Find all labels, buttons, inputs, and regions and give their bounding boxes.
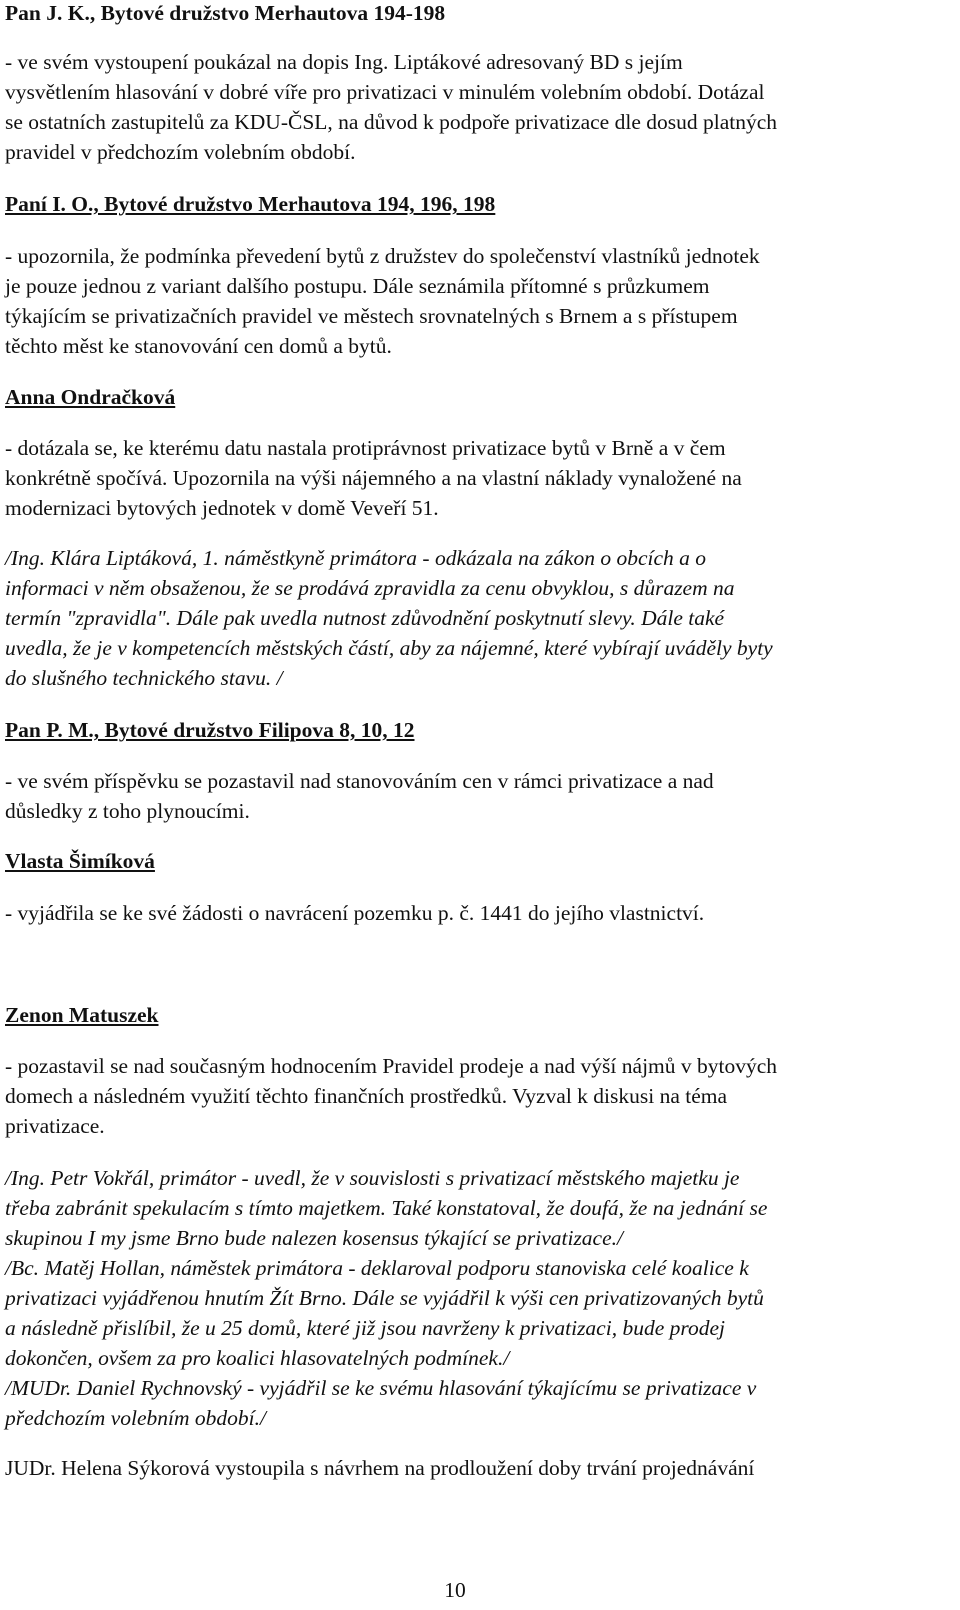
italic-line: dokončen, ovšem za pro koalici hlasovatelných podmínek./: [5, 1346, 510, 1370]
section-pan-jk-body: [5, 47, 777, 167]
italic-line: informaci v něm obsaženou, že se prodává zpravidla za cenu obvyklou, s důrazem na: [5, 576, 735, 600]
paragraph-line: privatizace.: [5, 1114, 105, 1138]
section-simikova: [5, 846, 155, 876]
paragraph-line: těchto měst ke stanovování cen domů a bytů.: [5, 334, 392, 358]
paragraph-line: pravidel v předchozím volebním období.: [5, 140, 356, 164]
section-pani-io-body: [5, 241, 760, 361]
section-heading: Zenon Matuszek: [5, 1003, 159, 1027]
section-heading: Anna Ondračková: [5, 385, 176, 409]
italic-line: /Ing. Petr Vokřál, primátor - uvedl, že v souvislosti s privatizací městského majetku je: [5, 1166, 740, 1190]
section-pan-pm: [5, 715, 415, 745]
paragraph-line: domech a následném využití těchto finančních prostředků. Vyzval k diskusi na téma: [5, 1084, 728, 1108]
paragraph-line: - upozornila, že podmínka převedení bytů z družstev do společenství vlastníků jednotek: [5, 244, 760, 268]
section-pan-pm-body: [5, 766, 714, 826]
italic-line: uvedla, že je v kompetencích městských částí, aby za nájemné, které vybírají uváděly byty: [5, 636, 773, 660]
section-simikova-body: [5, 898, 704, 928]
responses-council: [5, 1163, 767, 1433]
section-ondrackova-body: [5, 433, 742, 523]
italic-line: skupinou I my jsme Brno bude nalezen kosensus týkající se privatizace./: [5, 1226, 623, 1250]
italic-line: do slušného technického stavu. /: [5, 666, 283, 690]
paragraph-line: - ve svém vystoupení poukázal na dopis Ing. Liptákové adresovaný BD s jejím: [5, 50, 683, 74]
section-pan-jk: [5, 0, 445, 28]
paragraph-line: - ve svém příspěvku se pozastavil nad stanovováním cen v rámci privatizace a nad: [5, 769, 714, 793]
paragraph-line: se ostatních zastupitelů za KDU-ČSL, na důvod k podpoře privatizace dle dosud platných: [5, 110, 778, 134]
section-ondrackova: [5, 382, 175, 412]
paragraph-line: JUDr. Helena Sýkorová vystoupila s návrhem na prodloužení doby trvání projednávání: [5, 1456, 755, 1480]
italic-line: a následně přislíbil, že u 25 domů, které již jsou navrženy k privatizaci, bude prodej: [5, 1316, 725, 1340]
page-number: 10: [444, 1578, 466, 1602]
section-sykorova: [5, 1453, 754, 1483]
paragraph-line: konkrétně spočívá. Upozornila na výši nájemného a na vlastní náklady vynaložené na: [5, 466, 742, 490]
section-heading: Pan J. K., Bytové družstvo Merhautova 194-198: [5, 1, 446, 25]
italic-line: termín "zpravidla". Dále pak uvedla nutnost zdůvodnění poskytnutí slevy. Dále také: [5, 606, 725, 630]
paragraph-line: důsledky z toho plynoucími.: [5, 799, 250, 823]
paragraph-line: je pouze jednou z variant dalšího postupu. Dále seznámila přítomné s průzkumem: [5, 274, 710, 298]
section-matuszek: [5, 1000, 159, 1030]
section-matuszek-body: [5, 1051, 777, 1141]
italic-line: privatizaci vyjádřenou hnutím Žít Brno. Dále se vyjádřil k výši cen privatizovaných bytů: [5, 1286, 764, 1310]
paragraph-line: - dotázala se, ke kterému datu nastala protiprávnost privatizace bytů v Brně a v čem: [5, 436, 726, 460]
italic-line: předchozím volebním období./: [5, 1406, 266, 1430]
italic-line: třeba zabránit spekulacím s tímto majetkem. Také konstatoval, že doufá, že na jednání se: [5, 1196, 768, 1220]
italic-line: /MUDr. Daniel Rychnovský - vyjádřil se ke svému hlasování týkajícímu se privatizace v: [5, 1376, 757, 1400]
paragraph-line: týkajícím se privatizačních pravidel ve městech srovnatelných s Brnem a s přístupem: [5, 304, 738, 328]
response-liptakova: [5, 543, 773, 693]
section-heading: Paní I. O., Bytové družstvo Merhautova 194, 196, 198: [5, 192, 496, 216]
paragraph-line: - vyjádřila se ke své žádosti o navrácení pozemku p. č. 1441 do jejího vlastnictví.: [5, 901, 705, 925]
paragraph-line: vysvětlením hlasování v dobré víře pro privatizaci v minulém volebním období. Dotázal: [5, 80, 765, 104]
paragraph-line: - pozastavil se nad současným hodnocením Pravidel prodeje a nad výší nájmů v bytových: [5, 1054, 778, 1078]
section-heading: Vlasta Šimíková: [5, 849, 155, 873]
paragraph-line: modernizaci bytových jednotek v domě Veveří 51.: [5, 496, 439, 520]
italic-line: /Ing. Klára Liptáková, 1. náměstkyně primátora - odkázala na zákon o obcích a o: [5, 546, 707, 570]
section-pani-io: [5, 189, 495, 219]
section-heading: Pan P. M., Bytové družstvo Filipova 8, 10, 12: [5, 718, 415, 742]
italic-line: /Bc. Matěj Hollan, náměstek primátora - deklaroval podporu stanoviska celé koalice k: [5, 1256, 749, 1280]
